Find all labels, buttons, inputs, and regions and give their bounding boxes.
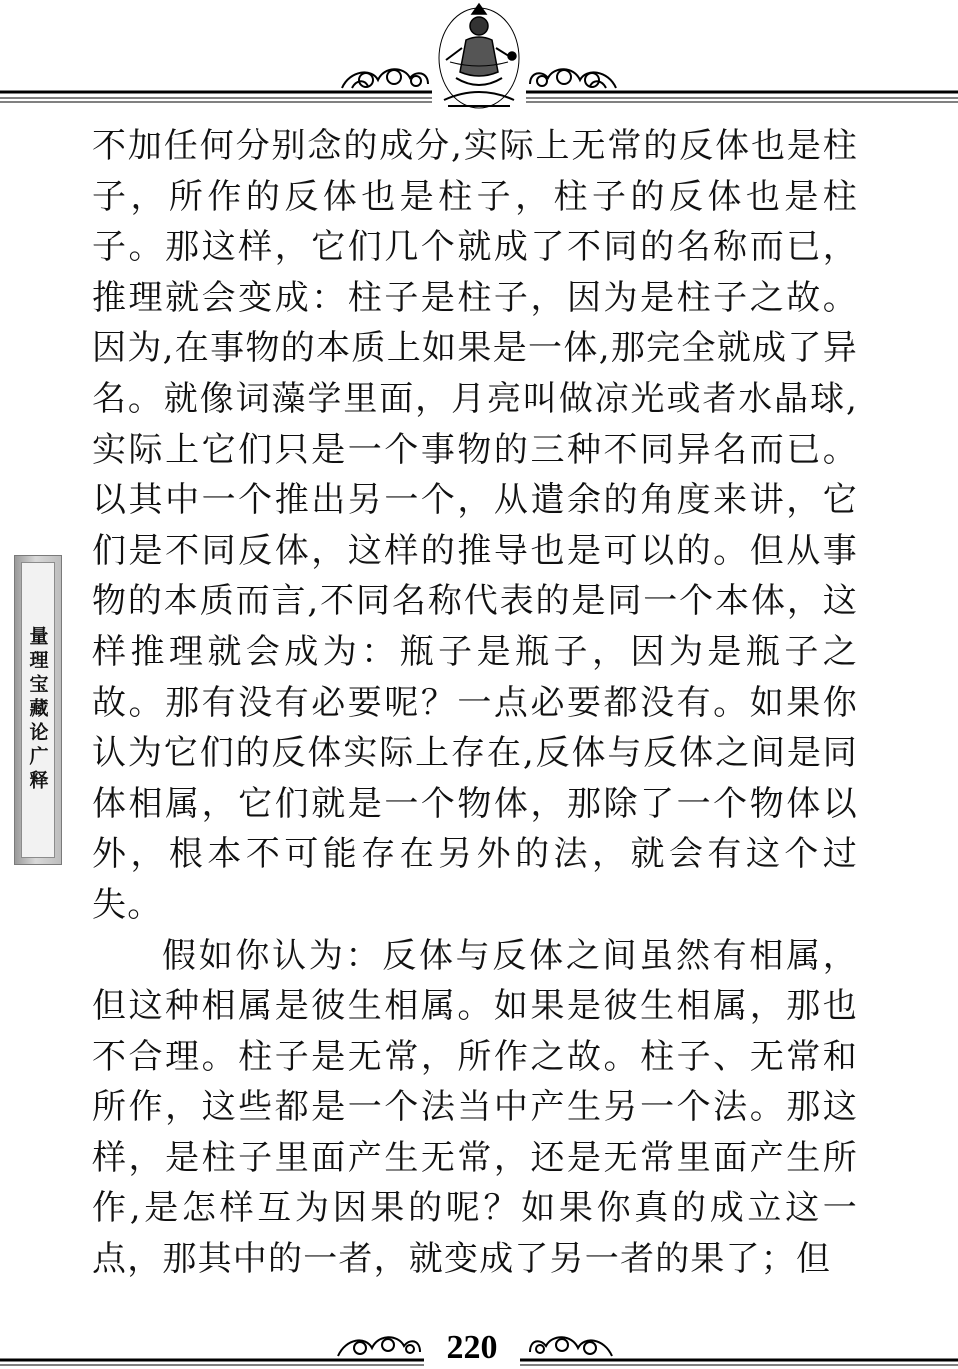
- page-number: 220: [446, 1329, 498, 1366]
- cloud-scroll-divider-icon: [0, 0, 958, 115]
- book-title-tab: [14, 555, 62, 865]
- paragraph: 假如你认为：反体与反体之间虽然有相属，但这种相属是彼生相属。如果是彼生相属，那也不合理。柱子是无常，所作之故。柱子、无常和所作，这些都是一个法当中产生另一个法。那这样，是柱子里面产生无常，还是无常里面产生所作,是怎样互为因果的呢？如果你真的成立这一点，那其中的一者，就变成了另一者的果了；但: [92, 935, 858, 1280]
- paragraph: 不加任何分别念的成分,实际上无常的反体也是柱子，所作的反体也是柱子，柱子的反体也是柱子。那这样，它们几个就成了不同的名称而已，推理就会变成：柱子是柱子，因为是柱子之故。因为,在事物的本质上如果是一体,那完全就成了异名。就像词藻学里面，月亮叫做凉光或者水晶球,实际上它们只是一个事物的三种不同异名而已。以其中一个推出另一个，从遣余的角度来讲，它们是不同反体，这样的推导也是可以的。但从事物的本质而言,不同名称代表的是同一个本体，这样推理就会成为：瓶子是瓶子，因为是瓶子之故。那有没有必要呢？一点必要都没有。如果你认为它们的反体实际上存在,反体与反体之间是同体相属，它们就是一个物体，那除了一个物体以外，根本不可能存在另外的法，就会有这个过失。: [92, 126, 858, 925]
- book-title: 量理宝藏论广释: [26, 626, 49, 794]
- header-ornament: [0, 0, 958, 115]
- deity-figure-icon: [439, 4, 519, 108]
- page-body: [92, 121, 858, 1285]
- book-title-tab-inner: [21, 562, 55, 858]
